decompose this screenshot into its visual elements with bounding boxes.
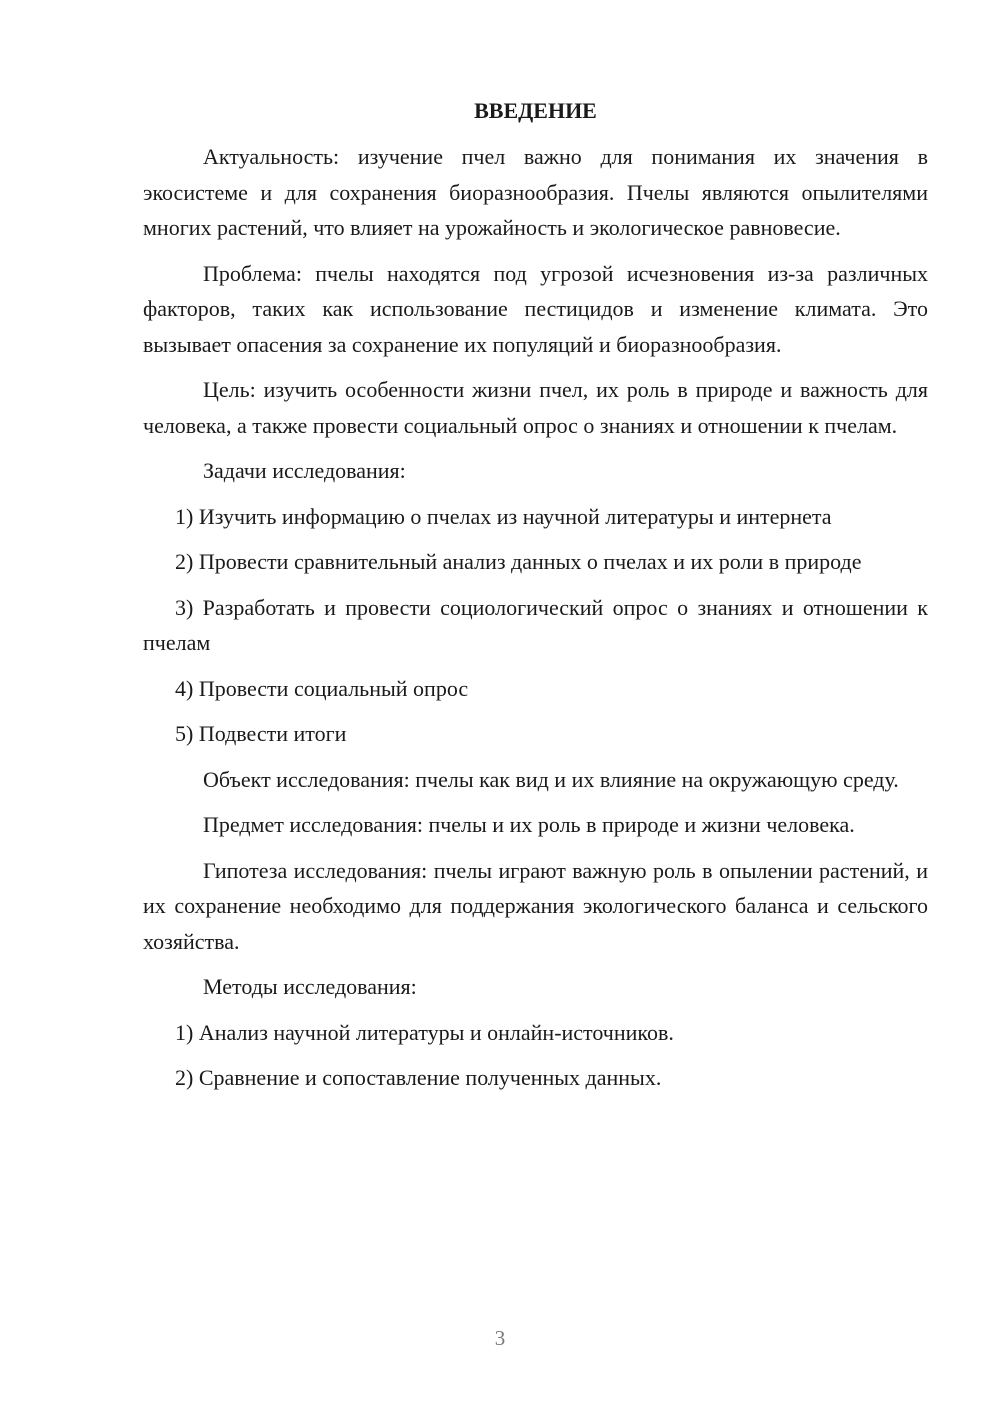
page-number: 3 [494, 1326, 506, 1350]
method-item: 1) Анализ научной литературы и онлайн-источников. [175, 1019, 674, 1045]
paragraph-object: Объект исследования: пчелы как вид и их влияние на окружающую среду. [203, 766, 899, 792]
page-content [143, 93, 928, 1106]
task-item: 4) Провести социальный опрос [175, 675, 469, 701]
methods-heading: Методы исследования: [203, 974, 417, 999]
task-item: 5) Подвести итоги [175, 721, 347, 746]
method-item: 2) Сравнение и сопоставление полученных данных. [175, 1065, 662, 1090]
paragraph-problem: Проблема: пчелы находятся под угрозой исчезновения из-за различных факторов, таких как использование пестицидов и изменение климата. Это вызывает опасения за сохранение их популяций и биоразнообразия. [143, 260, 928, 357]
paragraph-relevance: Актуальность: изучение пчел важно для понимания их значения в экосистеме и для сохранения биоразнообразия. Пчелы являются опылителями многих растений, что влияет на урожайность и экологическое равновесие. [143, 144, 928, 240]
paragraph-subject: Предмет исследования: пчелы и их роль в природе и жизни человека. [203, 812, 855, 837]
paragraph-hypothesis: Гипотеза исследования: пчелы играют важную роль в опылении растений, и их сохранение необходимо для поддержания экологического баланса и сельского хозяйства. [143, 857, 928, 954]
task-item: 3) Разработать и провести социологический опрос о знаниях и отношении к пчелам [143, 594, 928, 655]
tasks-heading: Задачи исследования: [203, 458, 406, 483]
page-title: ВВЕДЕНИЕ [474, 98, 597, 123]
task-item: 2) Провести сравнительный анализ данных о пчелах и их роли в природе [175, 549, 862, 574]
paragraph-goal: Цель: изучить особенности жизни пчел, их роль в природе и важность для человека, а также провести социальный опрос о знаниях и отношении к пчелам. [143, 377, 928, 438]
task-item: 1) Изучить информацию о пчелах из научной литературы и интернета [175, 503, 832, 529]
